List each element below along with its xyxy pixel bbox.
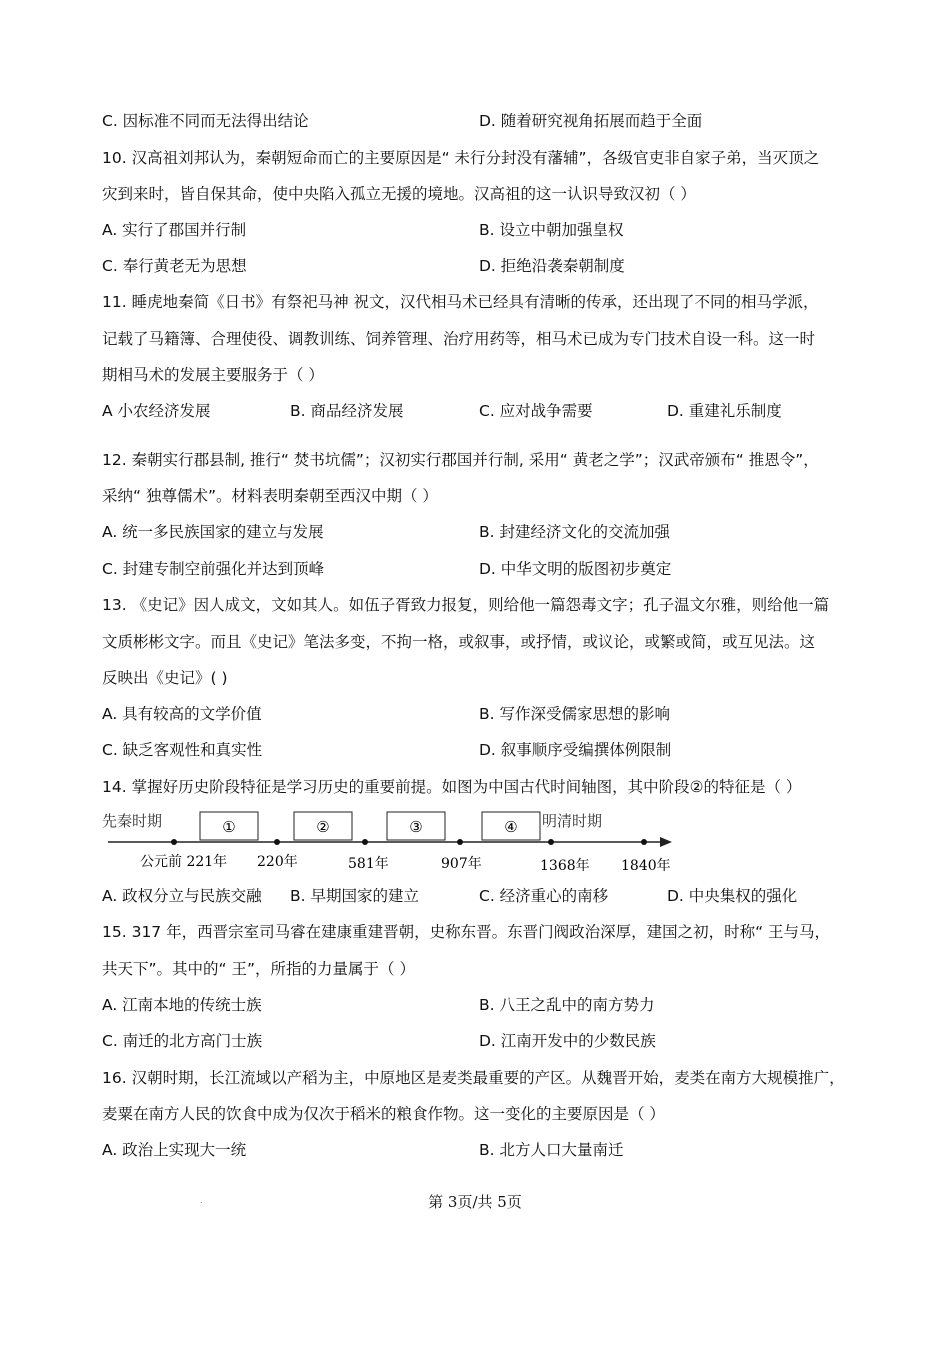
q11-option-a: A 小农经济发展 [102, 402, 211, 420]
timeline-stage-2: ② [316, 818, 330, 836]
timeline-tick-label: 220年 [257, 854, 298, 870]
q14-option-b: B. 早期国家的建立 [290, 887, 419, 905]
timeline-stage-4: ④ [504, 818, 518, 836]
q15-stem-line-2: 共天下”。其中的“ 王”，所指的力量属于（ ） [102, 960, 415, 978]
q11-stem-line-3: 期相马术的发展主要服务于（ ） [102, 366, 324, 384]
q11-stem-line-2: 记载了马籍簿、合理使役、调教训练、饲养管理、治疗用药等，相马术已成为专门技术自设一科。这一时 [102, 330, 816, 348]
q12-option-b: B. 封建经济文化的交流加强 [479, 523, 670, 541]
q10-stem-line-2: 灾到来时，皆自保其命，使中央陷入孤立无援的境地。汉高祖的这一认识导致汉初（ ） [102, 185, 696, 203]
q10-option-a: A. 实行了郡国并行制 [102, 221, 247, 239]
q16-option-b: B. 北方人口大量南迁 [479, 1141, 624, 1159]
q12-option-a: A. 统一多民族国家的建立与发展 [102, 523, 324, 541]
page-number: 第 3页/共 5页 [428, 1193, 522, 1211]
timeline-diagram [100, 806, 680, 876]
q13-stem-line-3: 反映出《史记》( ) [102, 669, 228, 687]
q11-option-d: D. 重建礼乐制度 [667, 402, 782, 420]
q11-stem-line-1: 11. 睡虎地秦简《日书》有祭祀马神 祝文，汉代相马术已经具有清晰的传承，还出现了不同的相马学派， [102, 293, 819, 311]
q12-option-c: C. 封建专制空前强化并达到顶峰 [102, 560, 325, 578]
q13-option-a: A. 具有较高的文学价值 [102, 705, 262, 723]
q12-stem-line-1: 12. 秦朝实行郡县制, 推行“ 焚书坑儒”；汉初实行郡国并行制, 采用“ 黄老之学”；汉武帝颁布“ 推恩令”， [102, 451, 819, 469]
q13-stem-line-2: 文质彬彬文字。而且《史记》笔法多变，不拘一格，或叙事，或抒情，或议论，或繁或简，或互见法。这 [102, 633, 816, 651]
q15-option-a: A. 江南本地的传统士族 [102, 996, 262, 1014]
q11-option-b: B. 商品经济发展 [290, 402, 404, 420]
q15-option-c: C. 南迁的北方高门士族 [102, 1032, 263, 1050]
q16-stem-line-1: 16. 汉朝时期，长江流域以产稻为主，中原地区是麦类最重要的产区。从魏晋开始，麦类在南方大规模推广， [102, 1069, 845, 1087]
q10-option-b: B. 设立中朝加强皇权 [479, 221, 624, 239]
q16-stem-line-2: 麦粟在南方人民的饮食中成为仅次于稻米的粮食作物。这一变化的主要原因是（ ） [102, 1105, 665, 1123]
timeline-label-ming-qing: 明清时期 [542, 812, 603, 830]
q15-option-d: D. 江南开发中的少数民族 [479, 1032, 656, 1050]
q12-stem-line-2: 采纳“ 独尊儒术”。材料表明秦朝至西汉中期（ ） [102, 487, 438, 505]
q16-option-a: A. 政治上实现大一统 [102, 1141, 247, 1159]
timeline-tick-label: 907年 [441, 856, 482, 872]
timeline-tick-label: 1368年 [540, 858, 590, 874]
timeline-tick-label: 581年 [348, 856, 389, 872]
q13-stem-line-1: 13. 《史记》因人成文，文如其人。如伍子胥致力报复，则给他一篇怨毒文字；孔子温文尔雅，则给他一篇 [102, 596, 830, 614]
timeline-stage-1: ① [222, 818, 236, 836]
q10-option-d: D. 拒绝沿袭秦朝制度 [479, 257, 625, 275]
timeline-label-pre-qin: 先秦时期 [102, 812, 163, 830]
timeline-point [548, 839, 554, 845]
timeline-point [274, 839, 280, 845]
timeline-arrowhead [660, 837, 672, 847]
q11-option-c: C. 应对战争需要 [479, 402, 593, 420]
timeline-stage-3: ③ [409, 818, 423, 836]
q9-option-c: C. 因标准不同而无法得出结论 [102, 112, 309, 130]
timeline-tick-label: 1840年 [621, 858, 671, 874]
timeline-point [457, 839, 463, 845]
q15-option-b: B. 八王之乱中的南方势力 [479, 996, 655, 1014]
q13-option-c: C. 缺乏客观性和真实性 [102, 741, 263, 759]
q14-option-c: C. 经济重心的南移 [479, 887, 609, 905]
timeline-point [641, 839, 647, 845]
q14-option-d: D. 中央集权的强化 [667, 887, 798, 905]
timeline-point [171, 839, 177, 845]
q13-option-d: D. 叙事顺序受编撰体例限制 [479, 741, 672, 759]
q10-option-c: C. 奉行黄老无为思想 [102, 257, 247, 275]
q9-option-d: D. 随着研究视角拓展而趋于全面 [479, 112, 703, 130]
q14-option-a: A. 政权分立与民族交融 [102, 887, 262, 905]
q15-stem-line-1: 15. 317 年，西晋宗室司马睿在建康重建晋朝，史称东晋。东晋门阀政治深厚，建国之初，时称“ 王与马， [102, 923, 831, 941]
footer-dot: . [200, 1196, 203, 1205]
q12-option-d: D. 中华文明的版图初步奠定 [479, 560, 672, 578]
timeline-point [362, 839, 368, 845]
timeline-tick-label: 公元前 221年 [140, 854, 228, 870]
q13-option-b: B. 写作深受儒家思想的影响 [479, 705, 670, 723]
q14-stem-line-1: 14. 掌握好历史阶段特征是学习历史的重要前提。如图为中国古代时间轴图，其中阶段②的特征是（ ） [102, 778, 802, 796]
q10-stem-line-1: 10. 汉高祖刘邦认为，秦朝短命而亡的主要原因是“ 未行分封没有藩辅”，各级官吏非自家子弟，当灭顶之 [102, 149, 820, 167]
